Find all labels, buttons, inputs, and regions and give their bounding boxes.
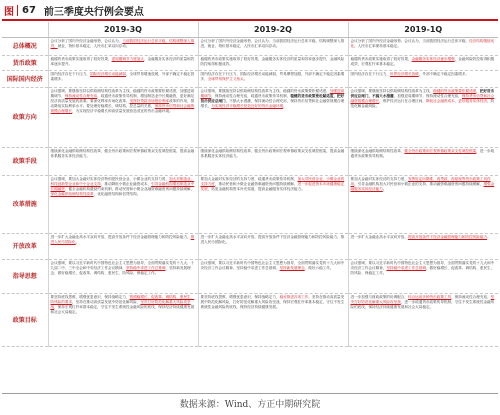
column-header-2019-3q: 2019-3Q — [48, 22, 198, 38]
table-row-policy-goals — [2, 294, 498, 347]
cell-text: ，疏通货币政策传导机制，增加制造业中长期融资，更好满足经济高质量发展的需要。要深化利率市场化改革， — [50, 93, 195, 103]
cell-text: 进一步扩大金融业高水平双向开放，提高开放条件下经济金融管理能力和防控风险能力， — [50, 235, 191, 239]
cell-text: 会议分析了国内外经济金融形势，会议认为，当前我国经济运行总体平稳，结构调整深入推进，就业、物价基本稳定，人民币汇率双向浮动。 — [200, 39, 345, 48]
highlighted-text: 增强金融服务实体经济能力 — [350, 181, 495, 191]
cell-text: ，外部不确定不稳定因素增多。 — [418, 72, 470, 76]
cell-text: 会议分析了国内外经济金融形势，会议认为， — [50, 39, 123, 43]
cell-text: ，维护经济运行在合理区间， — [379, 98, 426, 103]
cell-text: 国内经济存在下行压力，国际经济增长动能减弱，贸易摩擦加剧，外部不确定不稳定因素增多， — [200, 72, 345, 81]
cell-text: 稳健的货币政策实施取得了较好效果， — [350, 57, 412, 61]
cell-guiding-thought-2019-1q — [348, 260, 498, 294]
cell-text: ，推动民营和小微企业融资难融资贵问题持续缓解， — [214, 181, 298, 186]
row-label-policy-goals: 政策目标 — [2, 294, 48, 347]
cell-reform-measures-2019-2q — [198, 176, 348, 234]
cell-text: 稳健的货币政策实施取得了较好效果， — [50, 57, 112, 61]
column-header-2019-1q: 2019-1Q — [348, 22, 498, 38]
cell-monetary-policy-2019-1q — [348, 56, 498, 71]
cell-text: ，加强逆周期调节，保持流动性合理充裕， — [393, 93, 462, 98]
cell-text: 要加大金融对实体经济的支持力度， — [350, 177, 408, 181]
cell-text: ，做好稳增长、促改革、调结构、惠民生、防风险、保稳定工作。 — [350, 265, 495, 275]
highlighted-text: 保持货币信贷和社会融资规模合理增长 — [50, 103, 195, 113]
highlighted-text: 坚持新发展理念 — [279, 265, 305, 270]
cell-intl-domestic-economy-2019-1q — [348, 71, 498, 88]
cell-text: 进一步扩大金融业高水平双向开放， — [350, 235, 408, 239]
cell-text: ， — [476, 89, 480, 93]
highlighted-text: 推进人民币国际化 — [50, 235, 195, 244]
comparison-table — [2, 22, 498, 347]
cell-text: 。 — [283, 103, 287, 108]
cell-text: ，进一步疏通货币政策传导机制。 — [350, 149, 495, 158]
table-row-guiding-thought — [2, 260, 498, 294]
highlighted-text: 稳健的货币政策要松紧适度 — [433, 89, 477, 93]
cell-text: 要加大金融对实体经济的支持力度，疏通货币政策传导机制， — [200, 177, 298, 181]
highlighted-text: 发挥好贷款市场报价利率 — [129, 98, 170, 103]
highlighted-text: 引导金融机构增加制造业中长期融资 — [50, 181, 195, 191]
cell-monetary-policy-2019-3q — [48, 56, 198, 71]
highlighted-text: 国际经济增长动能减弱 — [90, 72, 126, 76]
header-corner — [2, 22, 48, 38]
cell-overview-2019-1q — [348, 38, 498, 56]
cell-policy-goals-2019-1q — [348, 294, 498, 347]
cell-policy-direction-2019-1q — [348, 88, 498, 148]
cell-text: ，金融风险防控取得积极成效，宏观杠杆率基本稳定。 — [350, 57, 495, 66]
cell-policy-direction-2019-3q — [48, 88, 198, 148]
cell-text: ，进一步疏通货币政策传导机制，守住不发生系统性金融风险的底线，保持经济持续健康发展和社会大局稳定。 — [350, 299, 495, 309]
cell-text: 国内经济存在下行压力， — [50, 72, 91, 76]
cell-opening-up-2019-1q — [348, 234, 498, 260]
highlighted-text: 加大对制造业、科技创新型企业和中小企业支持 — [50, 177, 195, 186]
cell-text: 稳健的货币政策实施取得了较好效果，金融服务实体经济的质量和效率逐步提升，金融风险防控取得积极成效。 — [200, 57, 345, 66]
highlighted-text: 加大对民营企业、小微企业的支持力度 — [200, 177, 345, 186]
table-row-reform-measures — [2, 176, 498, 234]
table-row-intl-domestic-economy — [2, 71, 498, 88]
cell-text: ，为实现经济平稳增长和高质量发展营造适宜的货币金融环境。 — [72, 108, 173, 113]
highlighted-text: 按照稳增长、促改革、调结构、惠民生、防风险的要求 — [50, 295, 195, 304]
row-label-intl-domestic-economy: 国际国内经济 — [2, 71, 48, 88]
cell-text: 。 — [382, 186, 387, 191]
cell-text: 进一步加强与财政政策的协调配合， — [350, 295, 408, 299]
highlighted-text: 坚决打好防范化解重大风险攻坚战 — [350, 295, 495, 304]
highlighted-text: 发挥好定向降准、再贷款、再贴现等货币政策工具作用 — [350, 177, 491, 186]
cell-text: ，保持流动性合理充裕，疏通货币政策传导机制， — [211, 93, 291, 98]
cell-opening-up-2019-3q — [48, 234, 198, 260]
cell-guiding-thought-2019-2q — [198, 260, 348, 294]
cell-text: ，防范化解金融风险。 — [350, 98, 495, 108]
cell-text: ，全球贸易增速放缓，外部不确定不稳定因素增多。 — [50, 72, 195, 81]
cell-intl-domestic-economy-2019-2q — [198, 71, 348, 88]
highlighted-text: 为实现经济平稳增长营造良好的货币金融环境 — [211, 103, 284, 108]
highlighted-text: 当前我国经济运行总体平稳，结构调整深入推进， — [50, 39, 195, 48]
highlighted-text: 稳妥推进各项工作 — [279, 295, 309, 299]
cell-text: 改革的作用，推动降低实际利率水平。要处理好稳增长、调结构、控总量的关系， — [50, 98, 195, 108]
table-row-policy-direction — [2, 88, 498, 148]
data-source: 数据来源：Wind、方正中期研究院 — [179, 400, 321, 410]
cell-text: ，保持流动性合理充裕， — [451, 295, 491, 299]
row-label-opening-up: 开放改革 — [2, 234, 48, 260]
cell-policy-tools-2019-2q — [198, 148, 348, 176]
cell-opening-up-2019-2q — [198, 234, 348, 260]
highlighted-text: 保持流动性合理充裕 — [64, 93, 98, 98]
figure-title-bar — [2, 1, 498, 21]
cell-text: ，坚持在推动高质量发展中防范化解风险，打好防范化解重大风险攻坚战，保持宏观杠杆率基本稳定，守住不发生系统性金融风险的底线，保持经济持续健康发展。 — [200, 295, 345, 309]
highlighted-text: 进一步促进资本市场健康稳定发展 — [200, 181, 345, 191]
figure-tag: 图 — [4, 6, 14, 18]
row-label-overview: 总体概况 — [2, 38, 48, 56]
cell-text: 会议强调，要以习近平新时代中国特色社会主义思想为指导，全面贯彻落实党的十九大和中央经济工作会议精神， — [350, 261, 495, 270]
row-label-monetary-policy: 货币政策 — [2, 56, 48, 71]
highlighted-text: 健全货币政策和宏观审慎政策双支柱调控框架 — [404, 149, 477, 153]
cell-text: 要坚持底线思维，增强忧患意识，保持战略定力， — [200, 295, 280, 299]
cell-text: 要坚持底线思维，增强忧患意识，保持战略定力， — [50, 295, 130, 299]
cell-overview-2019-2q — [198, 38, 348, 56]
cell-text: ，人民币汇率保持基本稳定。 — [354, 43, 401, 48]
cell-text: 。 — [243, 76, 248, 81]
table-header-row — [2, 22, 498, 38]
cell-policy-goals-2019-3q — [48, 294, 198, 347]
cell-policy-goals-2019-2q — [198, 294, 348, 347]
row-label-policy-tools: 政策手段 — [2, 148, 48, 176]
cell-text: 会议强调，要继续坚持以供给侧结构性改革为主线， — [350, 89, 434, 93]
cell-text: 国内经济存在下行压力， — [350, 72, 391, 76]
highlighted-text: 世界经济增长放缓 — [390, 72, 419, 76]
row-label-policy-direction: 政策方向 — [2, 88, 48, 148]
highlighted-text: 把好货币供应总闸门，不搞大水漫灌 — [350, 89, 495, 98]
table-row-overview — [2, 38, 498, 56]
cell-text: 会议强调，要以习近平新时代中国特色社会主义思想为指导，全面贯彻落实党的十九大、十九届二中、三中全会和中央经济工作会议精神， — [50, 261, 195, 270]
figure-number: 67 — [22, 4, 36, 16]
cell-policy-tools-2019-1q — [348, 148, 498, 176]
row-label-guiding-thought: 指导思想 — [2, 260, 48, 294]
highlighted-text: 坚决打好防范化解重大风险攻坚战 — [50, 299, 191, 309]
cell-text: 就业、物价基本稳定，人民币汇率双向浮动。 — [57, 43, 130, 48]
cell-intl-domestic-economy-2019-3q — [48, 71, 198, 88]
table-row-policy-tools — [2, 148, 498, 176]
highlighted-text: 坚持稳中求进工作总基调 — [386, 265, 426, 270]
cell-text: 会议强调，要继续坚持以供给侧结构性改革为主线，稳健的货币政策要松紧适度，加强逆周期调节， — [50, 89, 195, 98]
cell-text: ，做好六稳工作。 — [304, 265, 334, 270]
highlighted-text: 保持货币信贷和社会融资规模合理增长 — [350, 93, 495, 103]
cell-text: ，金融服务实体经济的质量和效率逐步提升。 — [50, 57, 195, 66]
cell-text: ，引导金融机构加大对民营和小微企业的支持，推动融资难融资贵问题持续缓解， — [354, 181, 484, 186]
cell-text: ，坚持新发展理念，做好稳增长、促改革、调结构、惠民生、防风险、保稳定工作。 — [50, 265, 191, 275]
figure-title: 前三季度央行例会要点 — [43, 6, 144, 18]
row-label-reform-measures: 改革措施 — [2, 176, 48, 234]
cell-text: 继续深化金融供给侧结构性改革， — [350, 149, 405, 153]
cell-text: ，不搞大水漫灌，保持流动性合理充裕，保持货币信贷和社会融资规模合理增长， — [200, 98, 345, 108]
column-header-2019-2q: 2019-2Q — [198, 22, 348, 38]
highlighted-text: 加强逆周期调节 — [200, 89, 345, 98]
table-row-opening-up — [2, 234, 498, 260]
table-bottom-rule — [2, 393, 498, 394]
cell-text: 会议强调，要加大金融对实体经济特别是民营企业、小微企业的支持力度， — [50, 177, 170, 181]
cell-text: ，推动降低小微企业融资成本， — [100, 181, 152, 186]
cell-text: ，保持宏观杠杆率基本稳定，守住不发生系统性金融风险的底线，保持经济持续健康发展和社会大局稳定。 — [50, 304, 195, 314]
cell-monetary-policy-2019-2q — [198, 56, 348, 71]
highlighted-text: 坚持稳中求进工作总基调 — [125, 265, 166, 270]
highlighted-text: 全球贸易保护主义抬头 — [207, 76, 244, 81]
cell-text: 进一步扩大金融业高水平双向开放，提高开放条件下经济金融管理能力和防控风险能力，推进人民币国际化。 — [200, 235, 345, 244]
highlighted-text: 金融服务实体经济逐步增强 — [411, 57, 455, 61]
cell-text: 会议强调，要继续坚持以供给侧结构性改革为主线，稳健的货币政策要松紧适度， — [200, 89, 330, 93]
figure — [2, 1, 498, 413]
cell-policy-direction-2019-2q — [198, 88, 348, 148]
cell-reform-measures-2019-3q — [48, 176, 198, 234]
cell-guiding-thought-2019-3q — [48, 260, 198, 294]
cell-text: 。 — [75, 239, 80, 244]
cell-overview-2019-3q — [48, 38, 198, 56]
highlighted-text: 提高开放条件下经济金融管理能力和防控风险能力 — [408, 235, 488, 239]
cell-policy-tools-2019-3q — [48, 148, 198, 176]
highlighted-text: 经济结构继续优化 — [350, 39, 495, 48]
cell-reform-measures-2019-1q — [348, 176, 498, 234]
cell-text: ，坚持在推动高质量发展中防范化解风险， — [72, 299, 141, 304]
highlighted-text: 逆周期调节力度加大 — [111, 57, 144, 61]
cell-text: ，优化融资结构和信贷结构。 — [93, 191, 141, 196]
cell-text: ，拓宽金融机构资本补充渠道，提高金融服务实体经济能力。 — [207, 186, 305, 191]
highlighted-text: 综合运用多种货币政策工具 — [408, 295, 452, 299]
cell-text: ，健全金融机构激励约束机制，推动民营和小微企业融资难融资贵问题持续缓解， — [64, 186, 195, 191]
highlighted-text: 深化金融供给侧结构性改革 — [50, 191, 94, 196]
cell-text: 继续深化金融供给侧结构性改革，健全货币政策和宏观审慎政策双支柱调控框架，提高金融体系服务实体经济能力。 — [50, 149, 195, 158]
cell-text: 会议分析了国内外经济金融形势。会议认为，当前我国经济运行总体平稳， — [350, 39, 470, 43]
cell-text: 会议强调，要以习近平新时代中国特色社会主义思想为指导，全面贯彻落实党的十九大和中央经济工作会议精神，坚持稳中求进工作总基调， — [200, 261, 345, 270]
highlighted-text: 稳健的货币政策要松紧适度，把好货币供应总闸门 — [200, 93, 345, 103]
cell-text: 继续深化金融供给侧结构性改革，健全货币政策和宏观审慎政策双支柱调控框架，提高金融体系服务实体经济能力。 — [200, 149, 345, 158]
title-divider — [17, 5, 18, 16]
highlighted-text: 降低社会融资成本，更好服务实体经济 — [425, 98, 488, 103]
table-row-monetary-policy — [2, 56, 498, 71]
cell-text: 。 — [487, 235, 491, 239]
